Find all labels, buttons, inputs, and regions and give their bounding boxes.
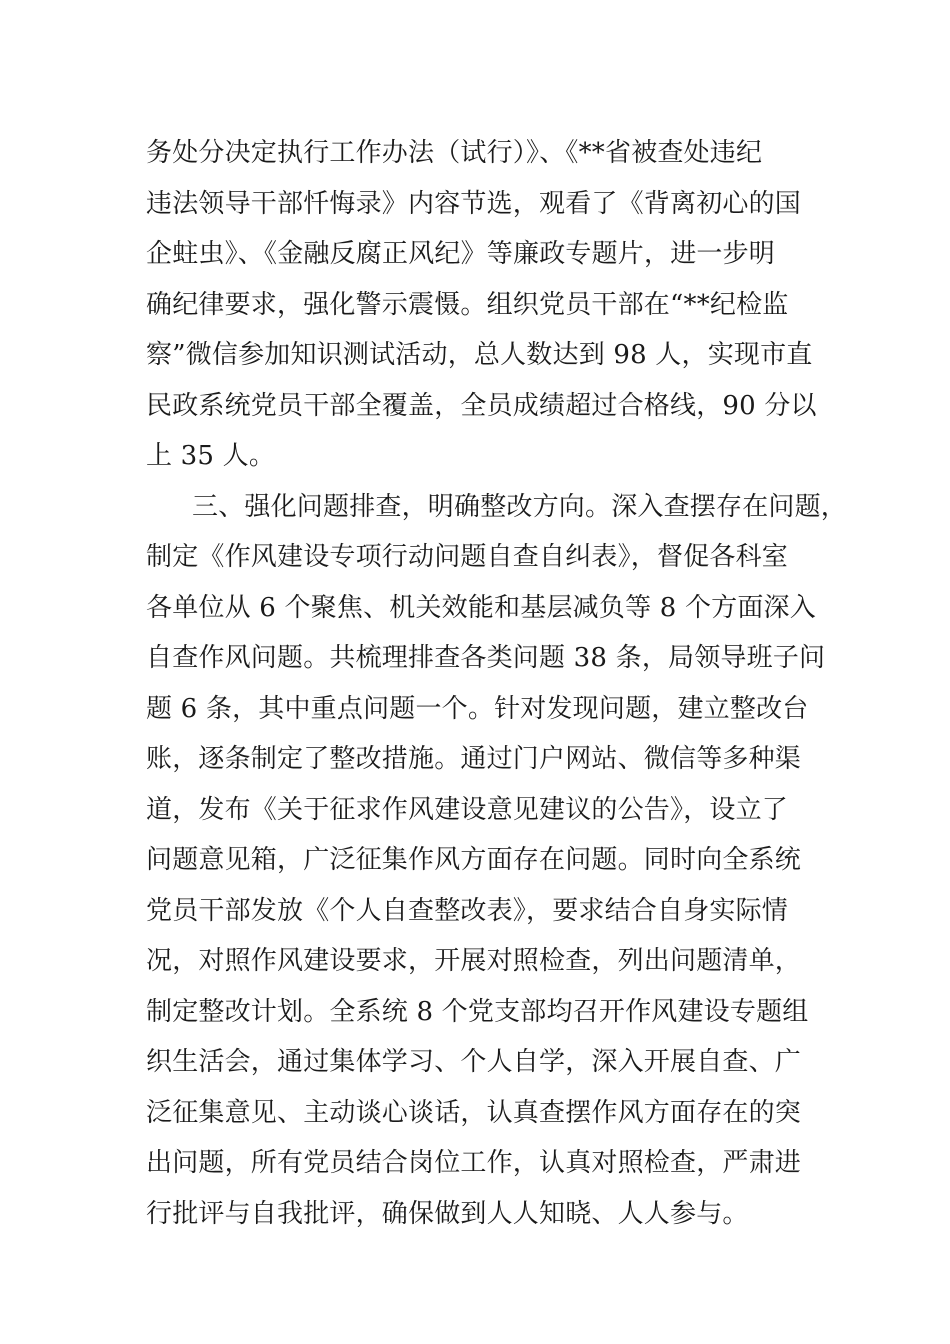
text-line: 出问题，所有党员结合岗位工作，认真对照检查，严肃进	[146, 1148, 802, 1178]
text-line: 党员干部发放《个人自查整改表》，要求结合自身实际情	[146, 895, 789, 926]
body-text	[146, 128, 848, 1239]
text-line: 民政系统党员干部全覆盖，全员成绩超过合格线，90 分以	[146, 390, 817, 421]
text-line: 况，对照作风建设要求，开展对照检查，列出问题清单，	[146, 946, 802, 976]
text-line: 确纪律要求，强化警示震慑。组织党员干部在“**纪检监	[146, 289, 789, 320]
text-line: 各单位从 6 个聚焦、机关效能和基层减负等 8 个方面深入	[146, 592, 816, 623]
text-line: 问题意见箱，广泛征集作风方面存在问题。同时向全系统	[146, 845, 802, 875]
text-line: 自查作风问题。共梳理排查各类问题 38 条，局领导班子问	[146, 643, 826, 673]
text-line: 题 6 条，其中重点问题一个。针对发现问题，建立整改台	[146, 693, 809, 724]
text-line: 账，逐条制定了整改措施。通过门户网站、微信等多种渠	[146, 744, 802, 774]
text-line: 企蛀虫》、《金融反腐正风纪》等廉政专题片，进一步明	[146, 239, 776, 269]
text-line: 制定整改计划。全系统 8 个党支部均召开作风建设专题组	[146, 996, 809, 1027]
text-line: 行批评与自我批评，确保做到人人知晓、人人参与。	[146, 1198, 749, 1229]
text-line: 道，发布《关于征求作风建设意见建议的公告》，设立了	[146, 794, 789, 825]
section-heading-line: 三、强化问题排查，明确整改方向。深入查摆存在问题，	[192, 491, 848, 522]
text-line: 违法领导干部忏悔录》内容节选，观看了《背离初心的国	[146, 188, 802, 219]
text-line: 务处分决定执行工作办法（试行）》、《**省被查处违纪	[146, 138, 763, 168]
text-line: 上 35 人。	[146, 441, 276, 471]
text-line: 织生活会，通过集体学习、个人自学，深入开展自查、广	[146, 1047, 802, 1077]
text-line: 制定《作风建设专项行动问题自查自纠表》，督促各科室	[146, 542, 789, 572]
text-line: 察”微信参加知识测试活动，总人数达到 98 人，实现市直	[146, 340, 813, 370]
text-line: 泛征集意见、主动谈心谈话，认真查摆作风方面存在的突	[146, 1097, 802, 1128]
